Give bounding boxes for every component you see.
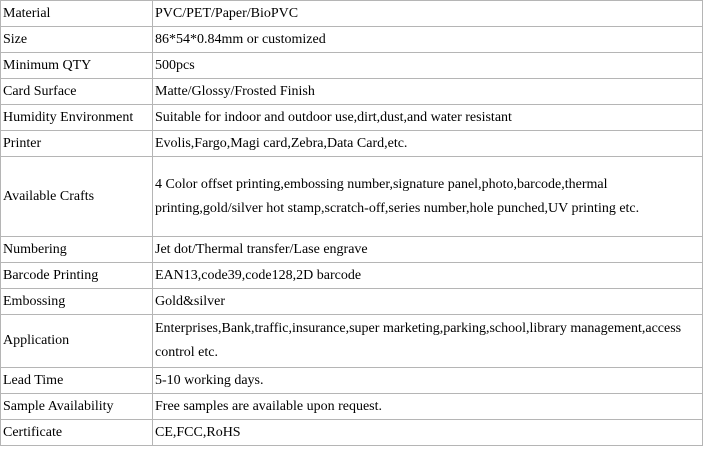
row-label: Material xyxy=(1,1,153,27)
table-row xyxy=(1,131,703,157)
row-value: 86*54*0.84mm or customized xyxy=(153,27,703,53)
table-row xyxy=(1,394,703,420)
table-row xyxy=(1,420,703,446)
table-row xyxy=(1,157,703,237)
table-row xyxy=(1,263,703,289)
table-row xyxy=(1,237,703,263)
row-value: Suitable for indoor and outdoor use,dirt,dust,and water resistant xyxy=(153,105,703,131)
table-row xyxy=(1,1,703,27)
row-value: Evolis,Fargo,Magi card,Zebra,Data Card,etc. xyxy=(153,131,703,157)
row-label: Numbering xyxy=(1,237,153,263)
table-row xyxy=(1,79,703,105)
row-value: CE,FCC,RoHS xyxy=(153,420,703,446)
table-row xyxy=(1,368,703,394)
row-label: Sample Availability xyxy=(1,394,153,420)
row-value: EAN13,code39,code128,2D barcode xyxy=(153,263,703,289)
row-label: Humidity Environment xyxy=(1,105,153,131)
row-value: Free samples are available upon request. xyxy=(153,394,703,420)
table-row xyxy=(1,289,703,315)
row-value: 500pcs xyxy=(153,53,703,79)
row-value: Jet dot/Thermal transfer/Lase engrave xyxy=(153,237,703,263)
row-label: Application xyxy=(1,315,153,368)
row-label: Barcode Printing xyxy=(1,263,153,289)
table-row xyxy=(1,27,703,53)
row-value: 5-10 working days. xyxy=(153,368,703,394)
row-value: PVC/PET/Paper/BioPVC xyxy=(153,1,703,27)
row-value: Matte/Glossy/Frosted Finish xyxy=(153,79,703,105)
row-label: Minimum QTY xyxy=(1,53,153,79)
table-row xyxy=(1,105,703,131)
row-value: Gold&silver xyxy=(153,289,703,315)
row-label: Size xyxy=(1,27,153,53)
row-label: Card Surface xyxy=(1,79,153,105)
row-label: Embossing xyxy=(1,289,153,315)
row-value: 4 Color offset printing,embossing number,signature panel,photo,barcode,thermal printing,gold/silver hot stamp,scratch-off,series number,hole punched,UV printing etc. xyxy=(153,157,703,237)
row-label: Available Crafts xyxy=(1,157,153,237)
row-label: Lead Time xyxy=(1,368,153,394)
row-value: Enterprises,Bank,traffic,insurance,super marketing,parking,school,library management,access control etc. xyxy=(153,315,703,368)
row-label: Certificate xyxy=(1,420,153,446)
row-label: Printer xyxy=(1,131,153,157)
table-row xyxy=(1,315,703,368)
table-row xyxy=(1,53,703,79)
